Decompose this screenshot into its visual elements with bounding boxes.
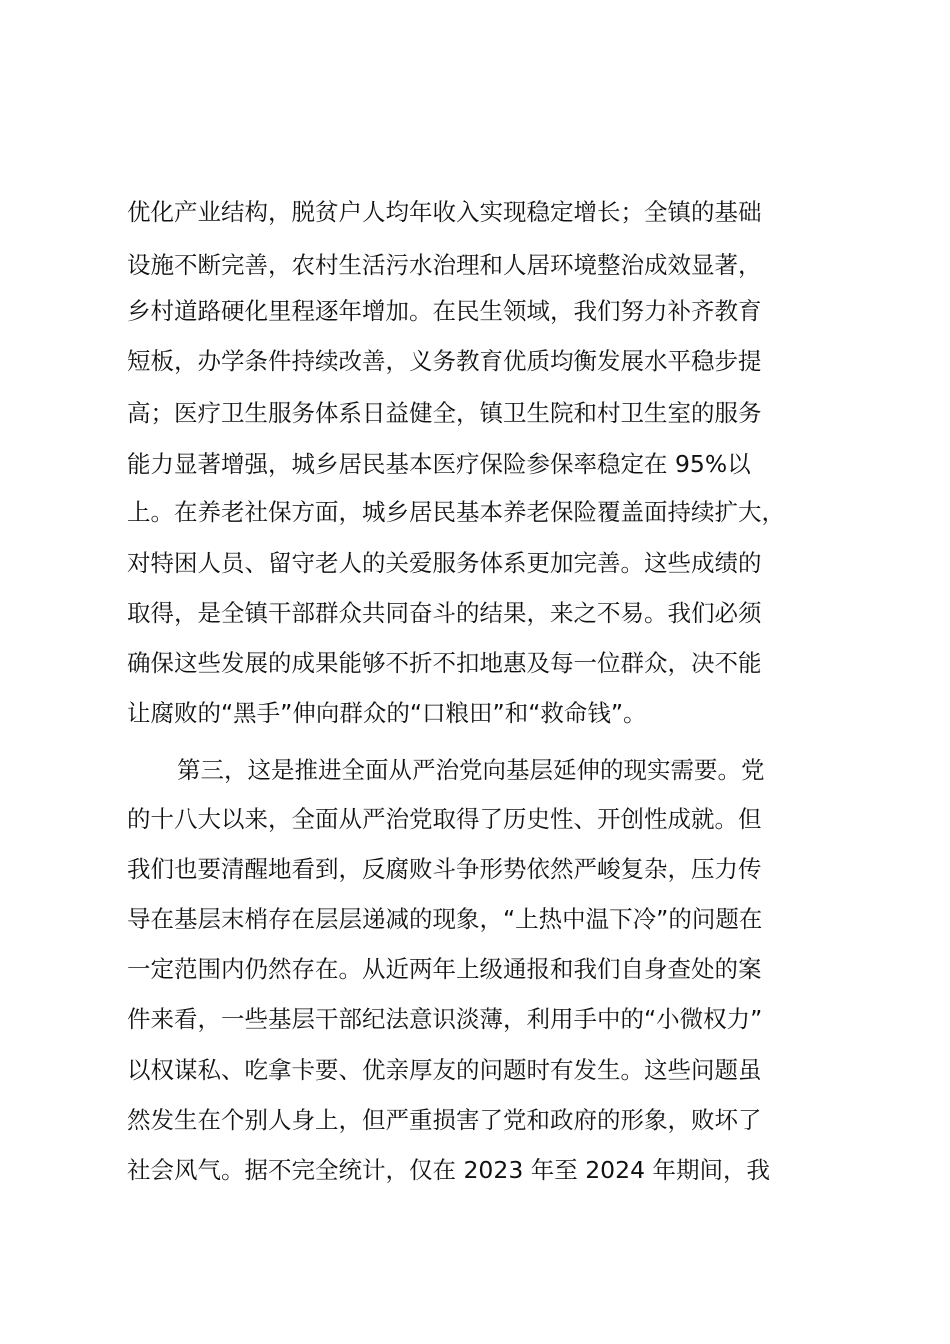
text-line: 短板，办学条件持续改善，义务教育优质均衡发展水平稳步提 xyxy=(127,347,762,375)
text-line: 然发生在个别人身上，但严重损害了党和政府的形象，败坏了 xyxy=(127,1106,762,1134)
text-line: 以权谋私、吃拿卡要、优亲厚友的问题时有发生。这些问题虽 xyxy=(127,1056,762,1084)
text-line: 对特困人员、留守老人的关爱服务体系更加完善。这些成绩的 xyxy=(127,549,762,577)
text-line: 一定范围内仍然存在。从近两年上级通报和我们自身查处的案 xyxy=(127,955,762,983)
text-line: 社会风气。据不完全统计，仅在 2023 年至 2024 年期间，我 xyxy=(127,1156,770,1184)
text-line: 优化产业结构，脱贫户人均年收入实现稳定增长；全镇的基础 xyxy=(127,198,762,226)
paragraph-first-line: 第三，这是推进全面从严治党向基层延伸的现实需要。党 xyxy=(177,756,765,784)
text-line: 高；医疗卫生服务体系日益健全，镇卫生院和村卫生室的服务 xyxy=(127,399,762,427)
text-line: 导在基层末梢存在层层递减的现象，“上热中温下冷”的问题在 xyxy=(127,905,763,933)
text-line: 能力显著增强，城乡居民基本医疗保险参保率稳定在 95%以 xyxy=(127,450,751,478)
text-line: 取得，是全镇干部群众共同奋斗的结果，来之不易。我们必须 xyxy=(127,599,762,627)
text-line: 件来看，一些基层干部纪法意识淡薄，利用手中的“小微权力” xyxy=(127,1005,763,1033)
text-line: 乡村道路硬化里程逐年增加。在民生领域，我们努力补齐教育 xyxy=(127,297,762,325)
text-line: 设施不断完善，农村生活污水治理和人居环境整治成效显著， xyxy=(127,251,762,279)
text-line: 的十八大以来，全面从严治党取得了历史性、开创性成就。但 xyxy=(127,805,762,833)
text-line: 我们也要清醒地看到，反腐败斗争形势依然严峻复杂，压力传 xyxy=(127,855,762,883)
text-line: 上。在养老社保方面，城乡居民基本养老保险覆盖面持续扩大， xyxy=(127,498,785,526)
text-line: 确保这些发展的成果能够不折不扣地惠及每一位群众，决不能 xyxy=(127,649,762,677)
text-line: 让腐败的“黑手”伸向群众的“口粮田”和“救命钱”。 xyxy=(127,699,647,727)
